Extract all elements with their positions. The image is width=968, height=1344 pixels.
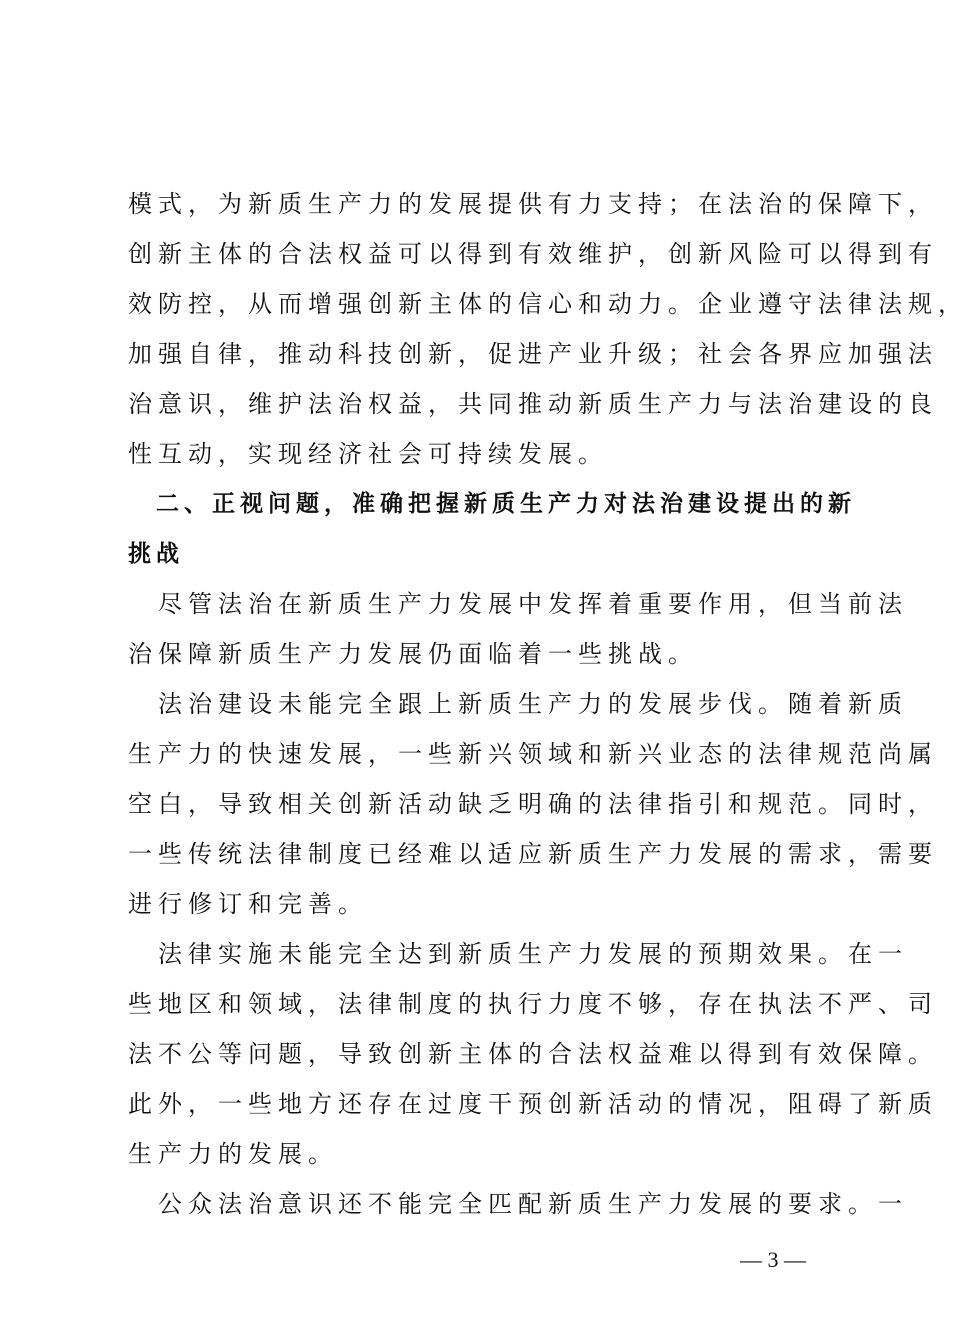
paragraph-line: 法律实施未能完全达到新质生产力发展的预期效果。在一: [128, 940, 908, 968]
section-heading: 挑战: [128, 541, 184, 567]
section-heading: 二、正视问题，准确把握新质生产力对法治建设提出的新: [128, 491, 856, 517]
paragraph-line: 创新主体的合法权益可以得到有效维护，创新风险可以得到有: [128, 240, 938, 268]
paragraph-line: 模式，为新质生产力的发展提供有力支持；在法治的保障下，: [128, 190, 938, 218]
paragraph-line: 公众法治意识还不能完全匹配新质生产力发展的要求。一: [128, 1190, 908, 1218]
paragraph-line: 生产力的快速发展，一些新兴领域和新兴业态的法律规范尚属: [128, 740, 938, 768]
paragraph-line: 些地区和领域，法律制度的执行力度不够，存在执法不严、司: [128, 990, 938, 1018]
paragraph-line: 生产力的发展。: [128, 1140, 338, 1168]
paragraph-line: 一些传统法律制度已经难以适应新质生产力发展的需求，需要: [128, 840, 938, 868]
page-number: — 3 —: [740, 1247, 806, 1272]
paragraph-line: 此外，一些地方还存在过度干预创新活动的情况，阻碍了新质: [128, 1090, 938, 1118]
paragraph-line: 尽管法治在新质生产力发展中发挥着重要作用，但当前法: [128, 590, 908, 618]
paragraph-line: 法不公等问题，导致创新主体的合法权益难以得到有效保障。: [128, 1040, 938, 1068]
paragraph-line: 加强自律，推动科技创新，促进产业升级；社会各界应加强法: [128, 340, 938, 368]
paragraph-line: 治保障新质生产力发展仍面临着一些挑战。: [128, 640, 698, 668]
paragraph-line: 法治建设未能完全跟上新质生产力的发展步伐。随着新质: [128, 690, 908, 718]
paragraph-line: 效防控，从而增强创新主体的信心和动力。企业遵守法律法规，: [128, 290, 968, 318]
paragraph-line: 进行修订和完善。: [128, 890, 368, 918]
paragraph-line: 空白，导致相关创新活动缺乏明确的法律指引和规范。同时，: [128, 790, 938, 818]
paragraph-line: 性互动，实现经济社会可持续发展。: [128, 440, 608, 468]
paragraph-line: 治意识，维护法治权益，共同推动新质生产力与法治建设的良: [128, 390, 938, 418]
